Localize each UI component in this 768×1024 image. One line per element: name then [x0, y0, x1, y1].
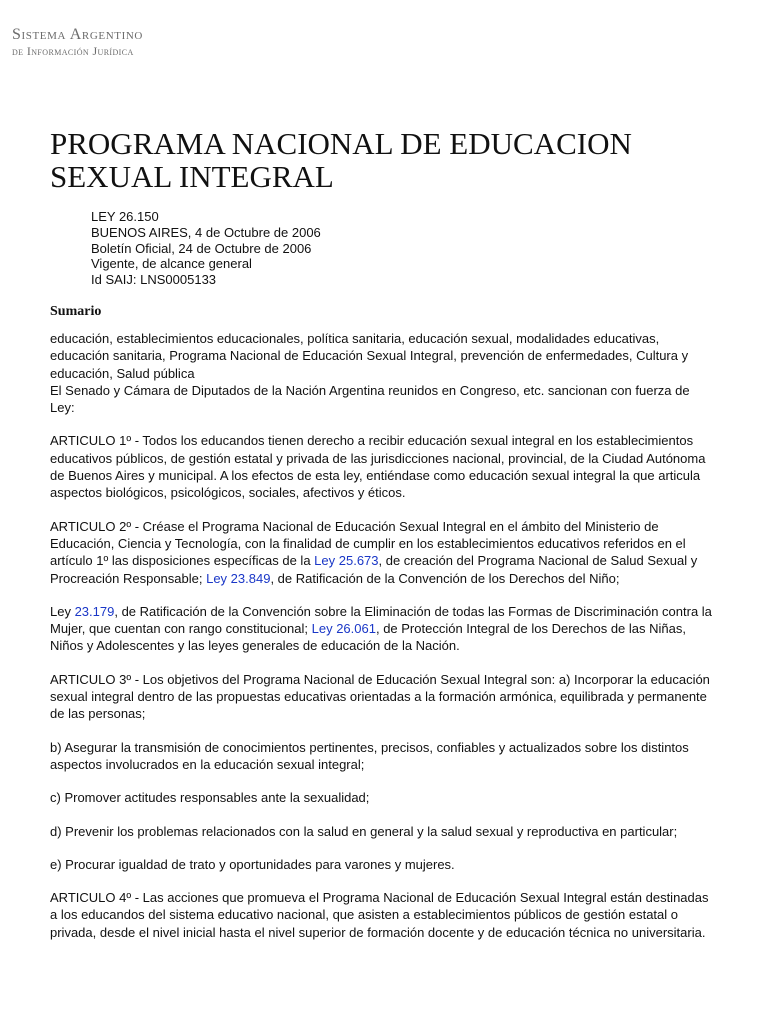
link-ley-23179[interactable]: 23.179: [74, 603, 115, 619]
summary-keywords: educación, establecimientos educacionales, política sanitaria, educación sexual, modalidades educativas, educación sanitaria, Programa Nacional de Educación Sexual Integral, prevención de enfermedades, Cultura y educación, Salud pública: [50, 331, 689, 381]
link-ley-25673[interactable]: Ley 25.673: [314, 553, 379, 569]
logo-line-1: Sistema Argentino: [12, 26, 143, 43]
place-date: BUENOS AIRES, 4 de Octubre de 2006: [91, 224, 321, 240]
article-2: [50, 518, 712, 587]
document-body: [50, 330, 712, 957]
article-4: ARTICULO 4º - Las acciones que promueva el Programa Nacional de Educación Sexual Integral están destinadas a los educandos del sistema educativo nacional, que asisten a establecimientos públicos de gestión estatal o privada, desde el nivel inicial hasta el nivel superior de formación docente y de educación técnica no universitaria.: [50, 890, 709, 940]
official-bulletin: Boletín Oficial, 24 de Octubre de 2006: [91, 240, 312, 256]
validity: Vigente, de alcance general: [91, 256, 252, 272]
article-3-item-d: d) Prevenir los problemas relacionados con la salud en general y la salud sexual y reproductiva en particular;: [50, 823, 678, 839]
article-2b-text-2: , de Ratificación de la Convención sobre la Eliminación de todas las Formas de Discriminación contra la Mujer, que cuentan con rango constitucional;: [50, 603, 712, 637]
article-2-text-3: , de Ratificación de la Convención de los Derechos del Niño;: [270, 570, 620, 586]
law-number: LEY 26.150: [91, 209, 159, 224]
article-3-item-b: b) Asegurar la transmisión de conocimientos pertinentes, precisos, confiables y actualizados sobre los distintos aspectos involucrados en la educación sexual integral;: [50, 739, 689, 772]
article-3-item-c: c) Promover actitudes responsables ante la sexualidad;: [50, 790, 370, 806]
link-ley-26061[interactable]: Ley 26.061: [311, 621, 376, 637]
article-2-text-1: ARTICULO 2º - Créase el Programa Nacional de Educación Sexual Integral en el ámbito del Ministerio de Educación, Ciencia y Tecnología, con la finalidad de cumplir en los establecimientos educativos referidos en el artículo 1º las disposiciones específicas de la: [50, 518, 686, 569]
summary-heading: Sumario: [50, 304, 102, 319]
preamble: El Senado y Cámara de Diputados de la Nación Argentina reunidos en Congreso, etc. sancionan con fuerza de Ley:: [50, 382, 690, 416]
article-1: ARTICULO 1º - Todos los educandos tienen derecho a recibir educación sexual integral en los establecimientos educativos públicos, de gestión estatal y privada de las jurisdicciones nacional, provincial, de la Ciudad Autónoma de Buenos Aires y municipal. A los efectos de esta ley, entiéndase como educación sexual integral la que articula aspectos biológicos, psicológicos, sociales, afectivos y éticos.: [50, 433, 706, 501]
article-2-text-2: , de creación del Programa Nacional de Salud Sexual y Procreación Responsable;: [50, 553, 698, 586]
saij-logo: [12, 27, 143, 57]
article-2b-text-3: , de Protección Integral de los Derechos de las Niñas, Niños y Adolescentes y las leyes generales de educación de la Nación.: [50, 621, 686, 654]
logo-line-2: de Información Jurídica: [12, 44, 134, 58]
link-ley-23849[interactable]: Ley 23.849: [206, 570, 271, 586]
document-title: PROGRAMA NACIONAL DE EDUCACION SEXUAL INTEGRAL: [50, 126, 632, 194]
article-2b-text-1: Ley: [50, 603, 75, 619]
article-2-continued: [50, 603, 712, 655]
article-3: ARTICULO 3º - Los objetivos del Programa Nacional de Educación Sexual Integral son: a) Incorporar la educación sexual integral dentro de las propuestas educativas orientadas a la formación armónica, equilibrada y permanente de las personas;: [50, 671, 710, 722]
saij-id: Id SAIJ: LNS0005133: [91, 272, 217, 288]
law-metadata: [91, 209, 321, 288]
article-3-item-e: e) Procurar igualdad de trato y oportunidades para varones y mujeres.: [50, 856, 455, 872]
